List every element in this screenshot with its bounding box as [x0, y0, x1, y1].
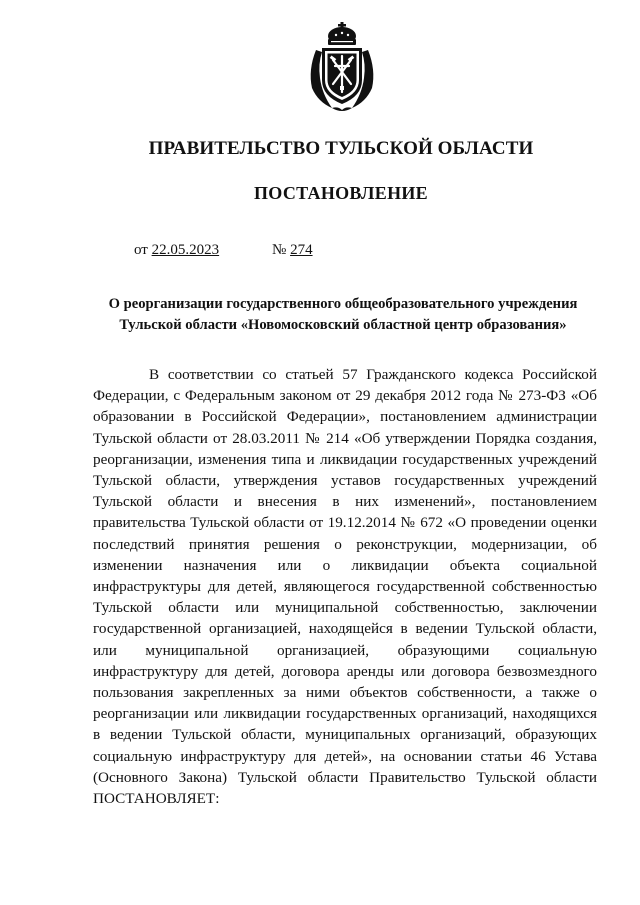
document-type-title: ПОСТАНОВЛЕНИЕ — [254, 183, 428, 203]
document-date — [134, 242, 219, 259]
number-prefix: № — [272, 242, 291, 258]
date-value: 22.05.2023 — [151, 242, 220, 258]
tula-coat-of-arms-icon — [302, 22, 382, 114]
document-number — [272, 242, 313, 259]
government-title: ПРАВИТЕЛЬСТВО ТУЛЬСКОЙ ОБЛАСТИ — [148, 138, 534, 159]
number-value: 274 — [290, 242, 313, 258]
document-subject: О реорганизации государственного общеобразовательного учреждения Тульской области «Новомосковский областной центр образования» — [108, 296, 578, 333]
body-paragraph: В соответствии со статьей 57 Гражданского кодекса Российской Федерации, с Федеральным законом от 29 декабря 2012 года № 273-ФЗ «Об образовании в Российской Федерации», постановлением администрации Тульской области от 28.03.2011 № 214 «Об утверждении Порядка создания, реорганизации, изменения типа и ликвидации государственных учреждений Тульской области, утверждения уставов государственных учреждений Тульской области и внесения в них изменений», постановлением правительства Тульской области от 19.12.2014 № 672 «О проведении оценки последствий принятия решения о реконструкции, модернизации, об изменении назначения или о ликвидации объекта социальной инфраструктуры для детей, являющегося государственной собственностью Тульской области или муниципальной собственностью, заключении государственной организацией, находящейся в ведении Тульской области, или муниципальной организацией, образующими социальную инфраструктуру для детей, договора аренды или договора безвозмездного пользования закрепленных за ними объектов собственности, а также о реорганизации или ликвидации государственных организаций, находящихся в ведении Тульской области, муниципальных организаций, образующих социальную инфраструктуру для детей», на основании статьи 46 Устава (Основного Закона) Тульской области Правительство Тульской области ПОСТАНОВЛЯЕТ: — [93, 366, 597, 808]
date-prefix: от — [134, 242, 152, 258]
